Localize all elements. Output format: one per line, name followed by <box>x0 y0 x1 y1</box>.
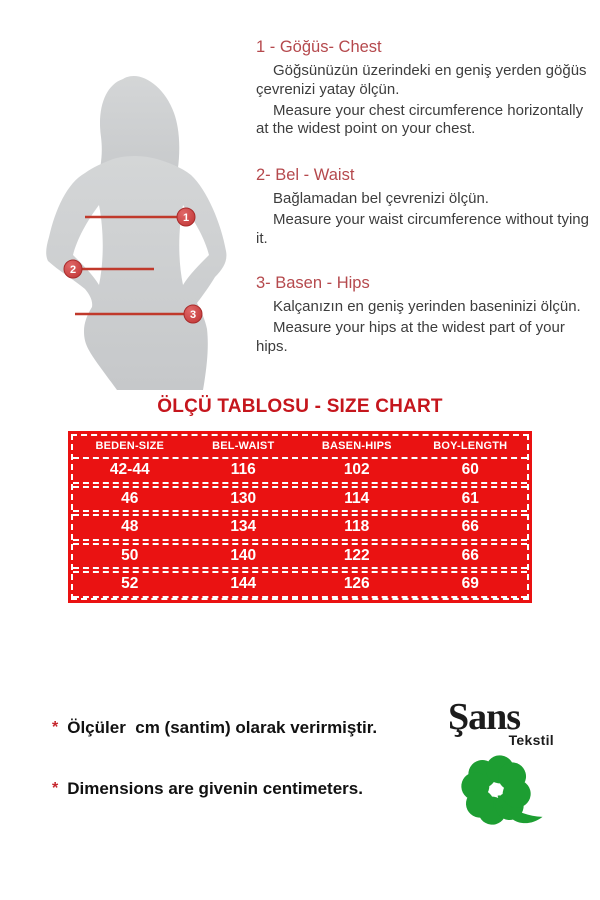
brand-name: Şans <box>448 696 521 738</box>
asterisk: * <box>52 780 59 797</box>
marker-1-label: 1 <box>182 212 190 224</box>
col-header-beden-size: BEDEN-SIZE <box>95 440 165 452</box>
section-waist-heading: 2- Bel - Waist <box>256 166 355 184</box>
cell-size: 48 <box>121 518 139 535</box>
note-cm-tr <box>52 718 452 738</box>
marker-3-label: 3 <box>189 309 197 321</box>
female-silhouette <box>35 75 245 395</box>
size-chart-table <box>68 431 532 603</box>
cell-waist: 130 <box>230 489 257 507</box>
cell-size: 52 <box>121 575 139 592</box>
cell-waist: 144 <box>230 575 257 592</box>
cell-length: 60 <box>461 461 479 478</box>
col-header-basen-hips: BASEN-HIPS <box>321 440 392 452</box>
section-chest-heading: 1 - Göğüs- Chest <box>256 38 382 56</box>
cell-hips: 122 <box>343 546 370 564</box>
section-waist-text-tr: Bağlamadan bel çevrenizi ölçün. <box>273 190 489 207</box>
brand-logo <box>448 698 560 847</box>
note-text: Dimensions are givenin centimeters. <box>67 779 363 798</box>
table-row <box>73 514 527 541</box>
cell-length: 69 <box>461 575 479 592</box>
cell-hips: 126 <box>343 575 370 592</box>
cell-size: 46 <box>121 489 139 507</box>
cell-waist: 134 <box>230 518 257 535</box>
section-chest-text-en: Measure your chest circumference horizontally at the widest point on your chest. <box>256 101 584 138</box>
cell-waist: 140 <box>230 546 257 564</box>
table-row <box>73 543 527 570</box>
asterisk: * <box>52 719 59 736</box>
cell-size: 50 <box>121 546 139 564</box>
section-hips-heading: 3- Basen - Hips <box>256 274 370 292</box>
section-waist-text-en: Measure your waist circumference without tying it. <box>256 210 589 247</box>
section-hips <box>256 274 592 358</box>
marker-1 <box>177 208 195 226</box>
table-row <box>73 457 527 484</box>
table-row <box>73 486 527 513</box>
col-header-boy-length: BOY-LENGTH <box>433 440 508 452</box>
marker-2-label: 2 <box>69 264 77 276</box>
cell-hips: 102 <box>343 461 370 478</box>
marker-3 <box>184 305 202 323</box>
col-header-bel-waist: BEL-WAIST <box>212 440 275 452</box>
section-waist <box>256 166 592 250</box>
section-chest <box>256 38 592 141</box>
cell-length: 61 <box>461 489 479 507</box>
clover-icon <box>450 752 558 842</box>
marker-2 <box>64 260 82 278</box>
size-chart-table-inner <box>71 434 529 600</box>
table-header-row <box>73 436 527 455</box>
cell-size: 42-44 <box>109 461 150 478</box>
section-chest-text-tr: Göğsünüzün üzerindeki en geniş yerden göğüs çevrenizi yatay ölçün. <box>256 62 587 98</box>
table-row <box>73 571 527 598</box>
cell-hips: 114 <box>344 489 370 507</box>
section-hips-text-en: Measure your hips at the widest part of your hips. <box>256 318 565 355</box>
cell-length: 66 <box>461 546 479 564</box>
brand-subtitle: Tekstil <box>508 732 554 748</box>
section-hips-text-tr: Kalçanızın en geniş yerinden baseninizi ölçün. <box>273 298 581 315</box>
note-text: Ölçüler cm (santim) olarak verirmiştir. <box>67 718 378 737</box>
measurement-figure <box>35 75 245 395</box>
cell-waist: 116 <box>230 461 256 478</box>
cell-hips: 118 <box>344 518 370 535</box>
size-chart-title: ÖLÇÜ TABLOSU - SIZE CHART <box>157 396 443 417</box>
cell-length: 66 <box>461 518 479 535</box>
note-cm-en <box>52 779 452 799</box>
